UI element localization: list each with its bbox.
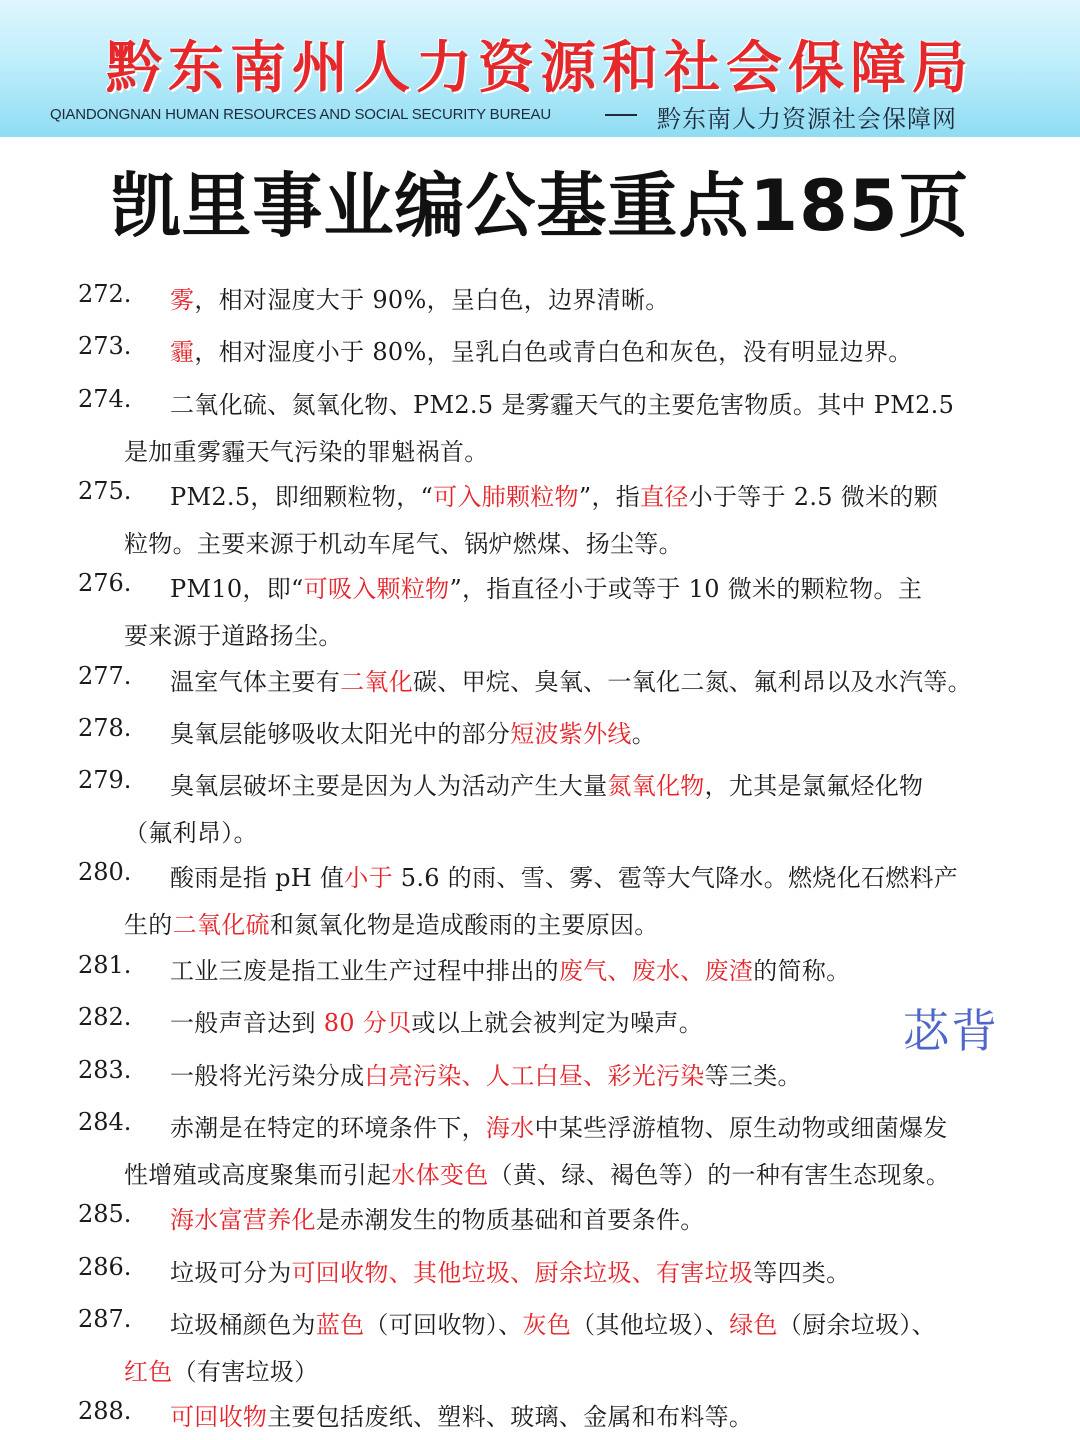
body-text: ，相对湿度小于 80%，呈乳白色或青白色和灰色，没有明显边界。 bbox=[194, 338, 913, 366]
body-text: 赤潮是在特定的环境条件下， bbox=[170, 1114, 486, 1142]
body-text: PM2.5，即细颗粒物，“ bbox=[170, 483, 434, 511]
item-text-line bbox=[170, 714, 656, 749]
header-banner bbox=[0, 0, 1080, 137]
body-text: 等四类。 bbox=[753, 1259, 851, 1287]
highlight-text: 氮氧化物 bbox=[607, 772, 705, 800]
body-text: 要来源于道路扬尘。 bbox=[124, 622, 343, 650]
item-number: 273. bbox=[78, 332, 132, 360]
body-text: （有害垃圾） bbox=[172, 1358, 319, 1386]
body-text: 二氧化硫、氮氧化物、PM2.5 是雾霾天气的主要危害物质。其中 PM2.5 bbox=[170, 391, 955, 419]
body-text: （其他垃圾）、 bbox=[571, 1311, 730, 1339]
body-text: 。 bbox=[631, 720, 657, 748]
body-text: 和氮氧化物是造成酸雨的主要原因。 bbox=[269, 911, 659, 939]
bureau-subtitle-cn: 黔东南人力资源社会保障网 bbox=[657, 105, 957, 133]
item-text-line bbox=[124, 813, 258, 848]
highlight-text: 海水 bbox=[485, 1114, 535, 1142]
body-text: 温室气体主要有 bbox=[170, 668, 341, 696]
item-text-line bbox=[170, 1253, 850, 1288]
body-text: 垃圾桶颜色为 bbox=[170, 1311, 316, 1339]
body-text: 臭氧层能够吸收太阳光中的部分 bbox=[170, 720, 511, 748]
item-number: 275. bbox=[78, 477, 132, 505]
body-text: 粒物。主要来源于机动车尾气、锅炉燃煤、扬尘等。 bbox=[124, 530, 683, 558]
item-text-line bbox=[170, 332, 913, 367]
highlight-text: 可入肺颗粒物 bbox=[433, 483, 579, 511]
item-text-line bbox=[124, 616, 343, 651]
body-text: 臭氧层破坏主要是因为人为活动产生大量 bbox=[170, 772, 608, 800]
body-text: 一般将光污染分成 bbox=[170, 1062, 365, 1090]
highlight-text: 雾 bbox=[170, 286, 195, 314]
body-text: ”，指 bbox=[578, 483, 641, 511]
page-title: 凯里事业编公基重点185页 bbox=[110, 165, 970, 247]
body-text: 的简称。 bbox=[753, 957, 851, 985]
item-number: 283. bbox=[78, 1056, 132, 1084]
item-text-line bbox=[170, 858, 958, 893]
item-text-line bbox=[170, 1305, 936, 1340]
item-number: 282. bbox=[78, 1003, 132, 1031]
body-text: ，相对湿度大于 90%，呈白色，边界清晰。 bbox=[194, 286, 670, 314]
item-text-line bbox=[124, 432, 489, 467]
item-text-line bbox=[124, 524, 683, 559]
highlight-text: 二氧化 bbox=[340, 668, 414, 696]
item-text-line bbox=[170, 766, 923, 801]
item-number: 284. bbox=[78, 1108, 132, 1136]
item-number: 285. bbox=[78, 1200, 132, 1228]
item-text-line bbox=[170, 1003, 703, 1038]
body-text: （氟利昂）。 bbox=[124, 819, 258, 847]
item-text-line bbox=[170, 569, 922, 604]
item-text-line bbox=[170, 1397, 753, 1432]
highlight-text: 可吸入颗粒物 bbox=[303, 575, 450, 603]
body-text: 性增殖或高度聚集而引起 bbox=[124, 1161, 392, 1189]
highlight-text: 霾 bbox=[170, 338, 195, 366]
body-text: 工业三废是指工业生产过程中排出的 bbox=[170, 957, 559, 985]
body-text: 中某些浮游植物、原生动物或细菌爆发 bbox=[534, 1114, 948, 1142]
item-text-line bbox=[170, 951, 850, 986]
item-text-line bbox=[170, 280, 670, 315]
item-text-line bbox=[170, 1108, 948, 1143]
body-text: PM10，即“ bbox=[170, 575, 304, 603]
item-number: 272. bbox=[78, 280, 132, 308]
highlight-text: 小于 bbox=[344, 864, 393, 892]
highlight-text: 直径 bbox=[640, 483, 689, 511]
item-text-line bbox=[170, 662, 972, 697]
item-text-line bbox=[170, 1056, 802, 1091]
bureau-subtitle-en: QIANDONGNAN HUMAN RESOURCES AND SOCIAL SECURITY BUREAU bbox=[50, 106, 551, 123]
highlight-text: 水体变色 bbox=[391, 1161, 489, 1189]
item-number: 279. bbox=[78, 766, 132, 794]
highlight-text: 可回收物 bbox=[170, 1403, 268, 1431]
item-text-line bbox=[124, 905, 659, 940]
body-text: 碳、甲烷、臭氧、一氧化二氮、氟利昂以及水汽等。 bbox=[413, 668, 972, 696]
highlight-text: 白亮污染、人工白昼、彩光污染 bbox=[364, 1062, 705, 1090]
highlight-text: 海水富营养化 bbox=[170, 1206, 316, 1234]
body-text: 小于等于 2.5 微米的颗 bbox=[688, 483, 938, 511]
body-text: ”，指直径小于或等于 10 微米的颗粒物。主 bbox=[449, 575, 923, 603]
item-text-line bbox=[170, 1200, 705, 1235]
body-text: 主要包括废纸、塑料、玻璃、金属和布料等。 bbox=[267, 1403, 754, 1431]
body-text: （可回收物）、 bbox=[364, 1311, 523, 1339]
divider-dash bbox=[605, 114, 637, 116]
highlight-text: 二氧化硫 bbox=[172, 911, 270, 939]
body-text: ，尤其是氯氟烃化物 bbox=[704, 772, 924, 800]
item-number: 277. bbox=[78, 662, 132, 690]
body-text: 5.6 的雨、雪、雾、雹等大气降水。燃烧化石燃料产 bbox=[392, 864, 959, 892]
highlight-text: 灰色 bbox=[522, 1311, 572, 1339]
highlight-text: 绿色 bbox=[729, 1311, 778, 1339]
highlight-text: 废气、废水、废渣 bbox=[558, 957, 754, 985]
highlight-text: 蓝色 bbox=[315, 1311, 365, 1339]
body-text: 或以上就会被判定为噪声。 bbox=[411, 1009, 704, 1037]
body-text: 生的 bbox=[124, 911, 173, 939]
handwritten-note: 苾背 bbox=[903, 1004, 999, 1058]
highlight-text: 红色 bbox=[124, 1358, 173, 1386]
item-text-line bbox=[124, 1352, 318, 1387]
item-number: 286. bbox=[78, 1253, 132, 1281]
item-number: 280. bbox=[78, 858, 132, 886]
highlight-text: 短波紫外线 bbox=[510, 720, 632, 748]
body-text: 垃圾可分为 bbox=[170, 1259, 292, 1287]
item-text-line bbox=[124, 1155, 950, 1190]
body-text: （黄、绿、褐色等）的一种有害生态现象。 bbox=[488, 1161, 951, 1189]
bureau-title: 黔东南州人力资源和社会保障局 bbox=[106, 35, 974, 101]
item-number: 287. bbox=[78, 1305, 132, 1333]
item-number: 281. bbox=[78, 951, 132, 979]
body-text: （厨余垃圾）、 bbox=[777, 1311, 936, 1339]
item-text-line bbox=[170, 477, 938, 512]
item-number: 274. bbox=[78, 385, 132, 413]
body-text: 是加重雾霾天气污染的罪魁祸首。 bbox=[124, 438, 489, 466]
item-number: 288. bbox=[78, 1397, 132, 1425]
highlight-text: 可回收物、其他垃圾、厨余垃圾、有害垃圾 bbox=[291, 1259, 754, 1287]
item-text-line bbox=[170, 385, 954, 420]
highlight-text: 80 分贝 bbox=[323, 1009, 412, 1037]
body-text: 等三类。 bbox=[704, 1062, 802, 1090]
item-number: 276. bbox=[78, 569, 132, 597]
body-text: 酸雨是指 pH 值 bbox=[170, 864, 345, 892]
body-text: 是赤潮发生的物质基础和首要条件。 bbox=[315, 1206, 705, 1234]
item-number: 278. bbox=[78, 714, 132, 742]
body-text: 一般声音达到 bbox=[170, 1009, 324, 1037]
